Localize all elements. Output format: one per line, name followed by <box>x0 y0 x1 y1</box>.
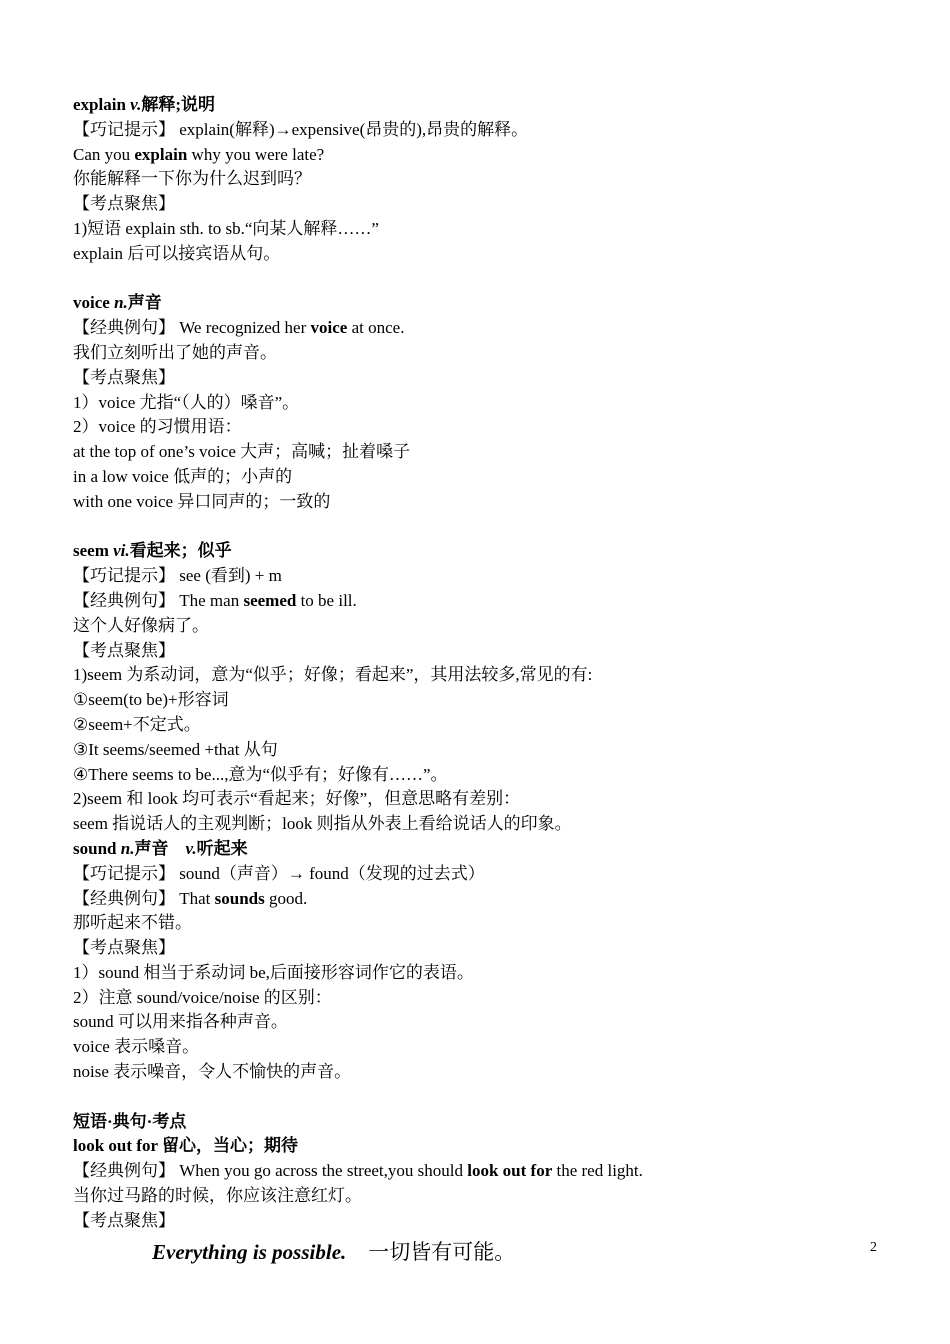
text-line <box>73 564 893 589</box>
text-line <box>73 1159 893 1184</box>
text-run: look out for <box>467 1161 553 1181</box>
text-line <box>73 118 893 143</box>
motto-english: Everything is possible. <box>152 1240 347 1264</box>
text-line <box>73 242 893 267</box>
text-run: n. <box>114 293 128 313</box>
footer-motto <box>152 1236 515 1266</box>
text-run: ①seem(to be)+形容词 <box>73 690 229 710</box>
text-run: 那听起来不错。 <box>73 913 192 933</box>
document-body <box>73 93 893 1234</box>
text-run: explain 后可以接宾语从句。 <box>73 243 281 263</box>
text-run: v. <box>185 838 197 858</box>
text-line <box>73 1209 893 1234</box>
text-run: ④There seems to be...,意为“似乎有；好像有……”。 <box>73 764 448 784</box>
text-run: 【经典例句】 That <box>73 888 215 908</box>
text-line <box>73 837 893 862</box>
text-run: at once. <box>347 318 405 338</box>
text-run: explain <box>73 95 131 114</box>
text-run: sound <box>73 838 121 858</box>
text-run: voice 表示嗓音。 <box>73 1037 200 1057</box>
text-run: seem <box>73 541 114 561</box>
text-run: seem 指说话人的主观判断；look 则指从外表上看给说话人的印象。 <box>73 814 572 834</box>
text-line <box>73 688 893 713</box>
text-run: v. <box>130 95 142 114</box>
text-run: 【经典例句】 We recognized her <box>73 318 311 338</box>
text-run: 当你过马路的时候，你应该注意红灯。 <box>73 1186 362 1206</box>
text-run: n. <box>120 838 135 858</box>
text-run: 看起来；似乎 <box>129 541 232 561</box>
text-run: in a low voice 低声的；小声的 <box>73 466 293 486</box>
text-run: 【考点聚焦】 <box>73 194 175 214</box>
text-line <box>73 415 893 440</box>
text-run: good. <box>264 888 308 908</box>
text-run: 【经典例句】 The man <box>73 590 244 610</box>
text-run: voice <box>73 293 115 313</box>
blank-line <box>73 515 893 540</box>
text-line <box>73 738 893 763</box>
text-line <box>73 539 893 564</box>
text-run: 听起来 <box>196 838 248 858</box>
text-run: 1)seem 为系动词，意为“似乎；好像；看起来”，其用法较多,常见的有: <box>73 665 593 685</box>
text-run: explain <box>134 144 188 164</box>
text-run: 声音 <box>127 293 162 313</box>
text-line <box>73 763 893 788</box>
text-line <box>73 366 893 391</box>
text-line <box>73 440 893 465</box>
text-run: 2）voice 的习惯用语： <box>73 417 242 437</box>
motto-chinese: 一切皆有可能。 <box>368 1240 516 1264</box>
text-line <box>73 862 893 887</box>
text-run: noise 表示噪音，令人不愉快的声音。 <box>73 1062 352 1082</box>
text-line <box>73 936 893 961</box>
text-line <box>73 1134 893 1159</box>
text-line <box>73 589 893 614</box>
text-run: 【考点聚焦】 <box>73 640 175 660</box>
text-run: 【巧记提示】 explain(解释)→expensive(昂贵的),昂贵的解释。 <box>73 119 529 139</box>
text-line <box>73 961 893 986</box>
text-line <box>73 192 893 217</box>
text-run: with one voice 异口同声的；一致的 <box>73 491 331 511</box>
text-line <box>73 465 893 490</box>
text-run: sounds <box>214 888 265 908</box>
blank-line <box>73 1085 893 1110</box>
text-run: 2)seem 和 look 均可表示“看起来；好像”，但意思略有差别： <box>73 789 521 809</box>
text-line <box>73 217 893 242</box>
text-line <box>73 167 893 192</box>
text-run: 【考点聚焦】 <box>73 1210 175 1230</box>
text-run: voice <box>310 318 348 338</box>
text-run: 这个人好像病了。 <box>73 615 209 635</box>
text-run: to be ill. <box>296 590 357 610</box>
text-line <box>73 1035 893 1060</box>
text-line <box>73 1110 893 1135</box>
text-run: why you were late? <box>187 144 325 164</box>
text-run: 【考点聚焦】 <box>73 938 175 958</box>
text-run: the red light. <box>552 1161 643 1181</box>
text-run: sound 可以用来指各种声音。 <box>73 1012 288 1032</box>
text-line <box>73 1060 893 1085</box>
text-run: look out for 留心，当心；期待 <box>73 1136 298 1156</box>
text-line <box>73 663 893 688</box>
text-run: seemed <box>243 590 297 610</box>
text-line <box>73 614 893 639</box>
text-line <box>73 291 893 316</box>
text-line <box>73 490 893 515</box>
text-run: 1）sound 相当于系动词 be,后面接形容词作它的表语。 <box>73 962 474 982</box>
text-line <box>73 341 893 366</box>
text-line <box>73 1010 893 1035</box>
text-run: ②seem+不定式。 <box>73 714 201 734</box>
text-line <box>73 713 893 738</box>
text-run: 1)短语 explain sth. to sb.“向某人解释……” <box>73 218 379 238</box>
text-line <box>73 911 893 936</box>
text-line <box>73 143 893 168</box>
text-run: 【巧记提示】 see (看到) + m <box>73 566 282 586</box>
text-run: 【经典例句】 When you go across the street,you should <box>73 1161 468 1181</box>
text-run: 解释;说明 <box>141 95 215 114</box>
blank-line <box>73 267 893 292</box>
text-line <box>73 812 893 837</box>
text-line <box>73 93 893 118</box>
text-line <box>73 787 893 812</box>
text-run: ③It seems/seemed +that 从句 <box>73 739 278 759</box>
text-run: 1）voice 尤指“（人的）嗓音”。 <box>73 392 300 412</box>
text-line <box>73 639 893 664</box>
text-run: 我们立刻听出了她的声音。 <box>73 342 277 362</box>
text-run: 【巧记提示】 sound（声音）→ found（发现的过去式） <box>73 863 485 883</box>
text-line <box>73 986 893 1011</box>
text-run: vi. <box>113 541 130 561</box>
text-run: 2）注意 sound/voice/noise 的区别： <box>73 987 332 1007</box>
text-line <box>73 1184 893 1209</box>
text-line <box>73 316 893 341</box>
text-run: 短语·典句·考点 <box>73 1111 187 1131</box>
text-line <box>73 391 893 416</box>
text-run: 声音 <box>134 838 186 858</box>
text-run: at the top of one’s voice 大声；高喊；扯着嗓子 <box>73 442 411 462</box>
text-run: 【考点聚焦】 <box>73 367 175 387</box>
text-run: 你能解释一下你为什么迟到吗？ <box>73 169 311 189</box>
text-line <box>73 887 893 912</box>
text-run: Can you <box>73 144 135 164</box>
page-number: 2 <box>870 1240 877 1255</box>
